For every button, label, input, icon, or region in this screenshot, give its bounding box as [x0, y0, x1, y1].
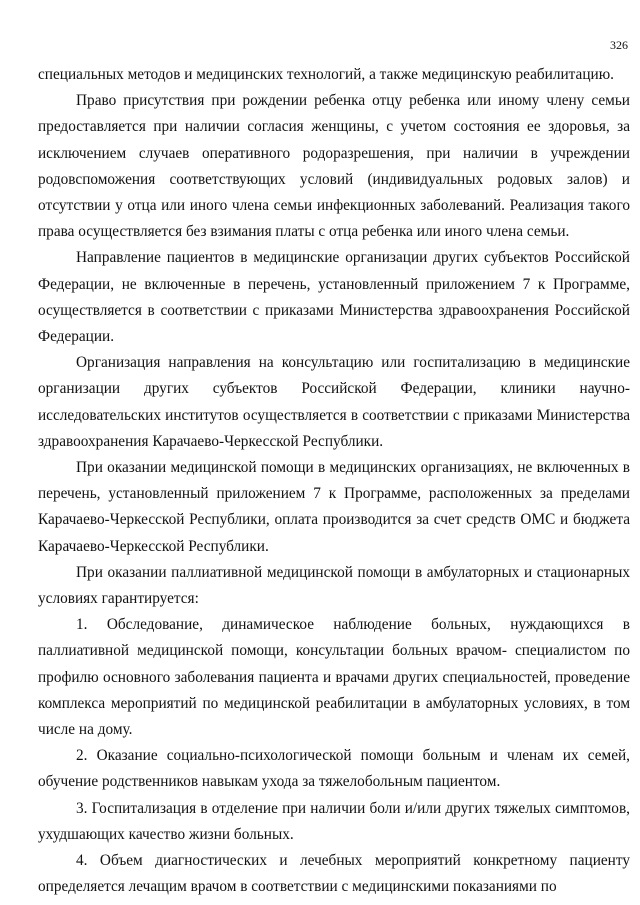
- paragraph-consultation-organization: Организация направления на консультацию или госпитализацию в медицинские организации других субъектов Российской Федерации, клиники научно-исследовательских институтов осуществляется в соответствии с приказами Министерства здравоохранения Карачаево-Черкесской Республики.: [38, 354, 630, 450]
- list-item-4: 4. Объем диагностических и лечебных мероприятий конкретному пациенту определяется лечащим врачом в соответствии с медицинскими показаниями по: [38, 852, 630, 896]
- paragraph-referral-other-regions: Направление пациентов в медицинские организации других субъектов Российской Федерации, не включенные в перечень, установленный приложением 7 к Программе, осуществляется в соответствии с приказами Министерства здравоохранения Российской Федерации.: [38, 249, 630, 346]
- list-item-3: 3. Госпитализация в отделение при наличии боли и/или других тяжелых симптомов, ухудшающих качество жизни больных.: [38, 799, 630, 843]
- paragraph-father-presence: Право присутствия при рождении ребенка отцу ребенка или иному члену семьи предоставляется при наличии согласия женщины, с учетом состояния ее здоровья, за исключением случаев оперативного родоразрешения, при наличии в учреждении родовспоможения соответствующих условий (индивидуальных родовых залов) и отсутствии у отца или иного члена семьи инфекционных заболеваний. Реализация такого права осуществляется без взимания платы с отца ребенка или иного члена семьи.: [38, 92, 630, 241]
- paragraph-payment-outside-republic: При оказании медицинской помощи в медицинских организациях, не включенных в перечень, установленный приложением 7 к Программе, расположенных за пределами Карачаево-Черкесской Республики, оплата производится за счет средств ОМС и бюджета Карачаево-Черкесской Республики.: [38, 459, 630, 555]
- paragraph-palliative-care-intro: При оказании паллиативной медицинской помощи в амбулаторных и стационарных условиях гарантируется:: [38, 563, 630, 608]
- list-item-1: 1. Обследование, динамическое наблюдение больных, нуждающихся в паллиативной медицинской помощи, консультации больных врачом- специалистом по профилю основного заболевания пациента и врачами других специальностей, проведение комплекса мероприятий по медицинской реабилитации в амбулаторных условиях, в том числе на дому.: [38, 616, 630, 739]
- page-number: 326: [610, 38, 628, 52]
- list-item-2: 2. Оказание социально-психологической помощи больным и членам их семей, обучение родственников навыкам ухода за тяжелобольным пациентом.: [38, 747, 630, 791]
- paragraph-continuation: специальных методов и медицинских технологий, а также медицинскую реабилитацию.: [38, 66, 614, 83]
- body-text: [38, 62, 630, 901]
